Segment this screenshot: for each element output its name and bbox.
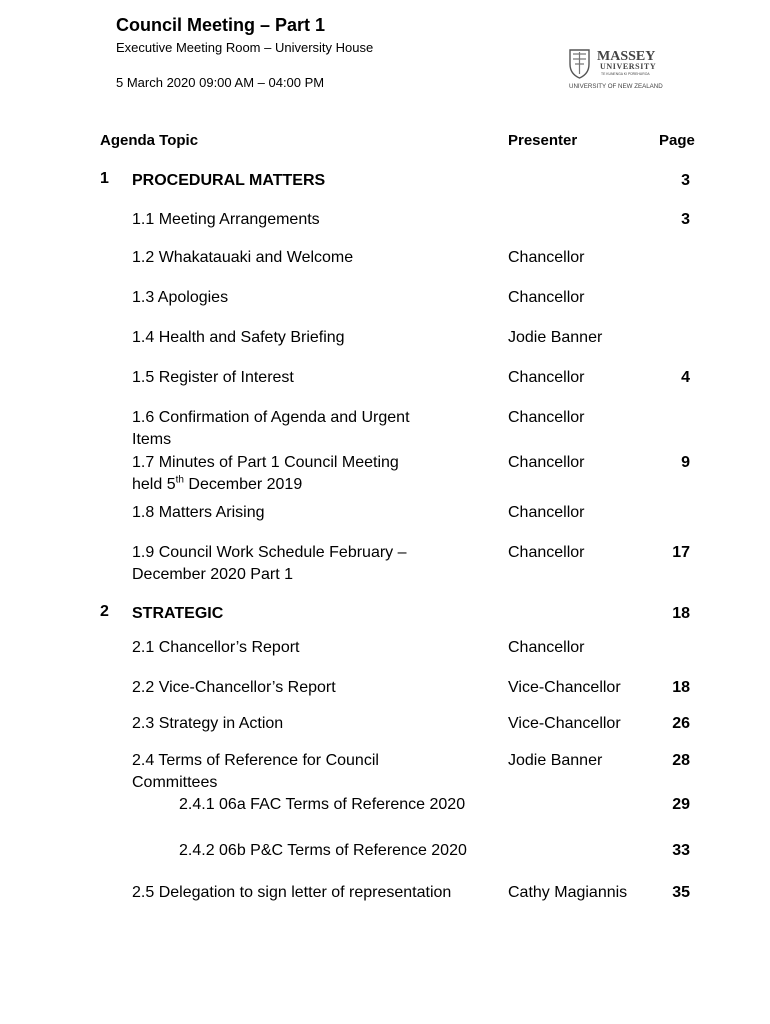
agenda-presenter: Chancellor xyxy=(508,369,585,386)
agenda-topic xyxy=(132,407,410,451)
column-header-topic: Agenda Topic xyxy=(100,132,199,149)
logo-tagline: UNIVERSITY OF NEW ZEALAND xyxy=(569,83,663,90)
agenda-page: 17 xyxy=(672,544,690,561)
agenda-topic: 1.5 Register of Interest xyxy=(132,369,294,386)
agenda-presenter: Vice-Chancellor xyxy=(508,715,621,732)
agenda-presenter: Chancellor xyxy=(508,249,585,266)
agenda-page: 18 xyxy=(672,679,690,696)
agenda-topic: 2.1 Chancellor’s Report xyxy=(132,639,300,656)
agenda-presenter: Chancellor xyxy=(508,544,585,561)
agenda-topic xyxy=(132,750,379,794)
agenda-topic: 1.1 Meeting Arrangements xyxy=(132,211,320,228)
agenda-page: 9 xyxy=(681,454,690,471)
ordinal-suffix: th xyxy=(175,474,184,486)
logo-name: MASSEY xyxy=(597,49,656,64)
agenda-topic-line: Committees xyxy=(132,774,218,791)
agenda-topic-line: December 2020 Part 1 xyxy=(132,566,293,583)
agenda-topic-line: 1.7 Minutes of Part 1 Council Meeting xyxy=(132,454,399,471)
agenda-page: 28 xyxy=(672,752,690,769)
logo-sub: UNIVERSITY xyxy=(600,62,657,71)
agenda-topic xyxy=(132,542,407,586)
agenda-page: 3 xyxy=(681,211,690,228)
agenda-page: 26 xyxy=(672,715,690,732)
column-header-presenter: Presenter xyxy=(508,132,578,149)
agenda-presenter: Vice-Chancellor xyxy=(508,679,621,696)
agenda-page: 29 xyxy=(672,796,690,813)
agenda-page: 18 xyxy=(672,605,690,622)
agenda-presenter: Chancellor xyxy=(508,409,585,426)
agenda-page: 3 xyxy=(681,172,690,189)
agenda-presenter: Cathy Magiannis xyxy=(508,884,628,901)
agenda-topic-line: held 5 xyxy=(132,476,176,493)
logo-maori: TE KUNENGA KI PŪREHUROA xyxy=(601,72,650,76)
massey-logo xyxy=(567,44,673,90)
section-number: 2 xyxy=(100,603,109,620)
agenda-topic: 2.4.1 06a FAC Terms of Reference 2020 xyxy=(179,796,466,813)
agenda-topic: 2.3 Strategy in Action xyxy=(132,715,284,732)
agenda-presenter: Jodie Banner xyxy=(508,752,603,769)
agenda-topic-line: 2.4 Terms of Reference for Council xyxy=(132,752,379,769)
meeting-location: Executive Meeting Room – University House xyxy=(116,40,374,55)
agenda-topic: 1.8 Matters Arising xyxy=(132,504,265,521)
agenda-topic: 2.5 Delegation to sign letter of representation xyxy=(132,884,452,901)
agenda-presenter: Chancellor xyxy=(508,454,585,471)
agenda-topic: 2.2 Vice-Chancellor’s Report xyxy=(132,679,336,696)
agenda-topic-line: December 2019 xyxy=(183,476,303,493)
agenda-topic: 1.3 Apologies xyxy=(132,289,229,306)
agenda-topic-line: Items xyxy=(132,431,172,448)
agenda-topic-line: 1.6 Confirmation of Agenda and Urgent xyxy=(132,409,410,426)
agenda-topic-line: 1.9 Council Work Schedule February – xyxy=(132,544,407,561)
agenda-topic xyxy=(132,452,399,496)
agenda-topic: PROCEDURAL MATTERS xyxy=(132,172,326,189)
page-title: Council Meeting – Part 1 xyxy=(116,15,326,35)
agenda-presenter: Chancellor xyxy=(508,639,585,656)
agenda-topic: 1.4 Health and Safety Briefing xyxy=(132,329,345,346)
agenda-page: 33 xyxy=(672,842,690,859)
agenda-presenter: Chancellor xyxy=(508,289,585,306)
agenda-page: 4 xyxy=(681,369,690,386)
agenda-presenter: Chancellor xyxy=(508,504,585,521)
section-number: 1 xyxy=(100,170,109,187)
agenda-topic: STRATEGIC xyxy=(132,605,224,622)
agenda-topic: 1.2 Whakatauaki and Welcome xyxy=(132,249,354,266)
agenda-presenter: Jodie Banner xyxy=(508,329,603,346)
meeting-datetime: 5 March 2020 09:00 AM – 04:00 PM xyxy=(116,75,325,90)
agenda-topic: 2.4.2 06b P&C Terms of Reference 2020 xyxy=(179,842,467,859)
agenda-page: 35 xyxy=(672,884,690,901)
crest-icon xyxy=(567,44,673,90)
column-header-page: Page xyxy=(659,132,695,149)
